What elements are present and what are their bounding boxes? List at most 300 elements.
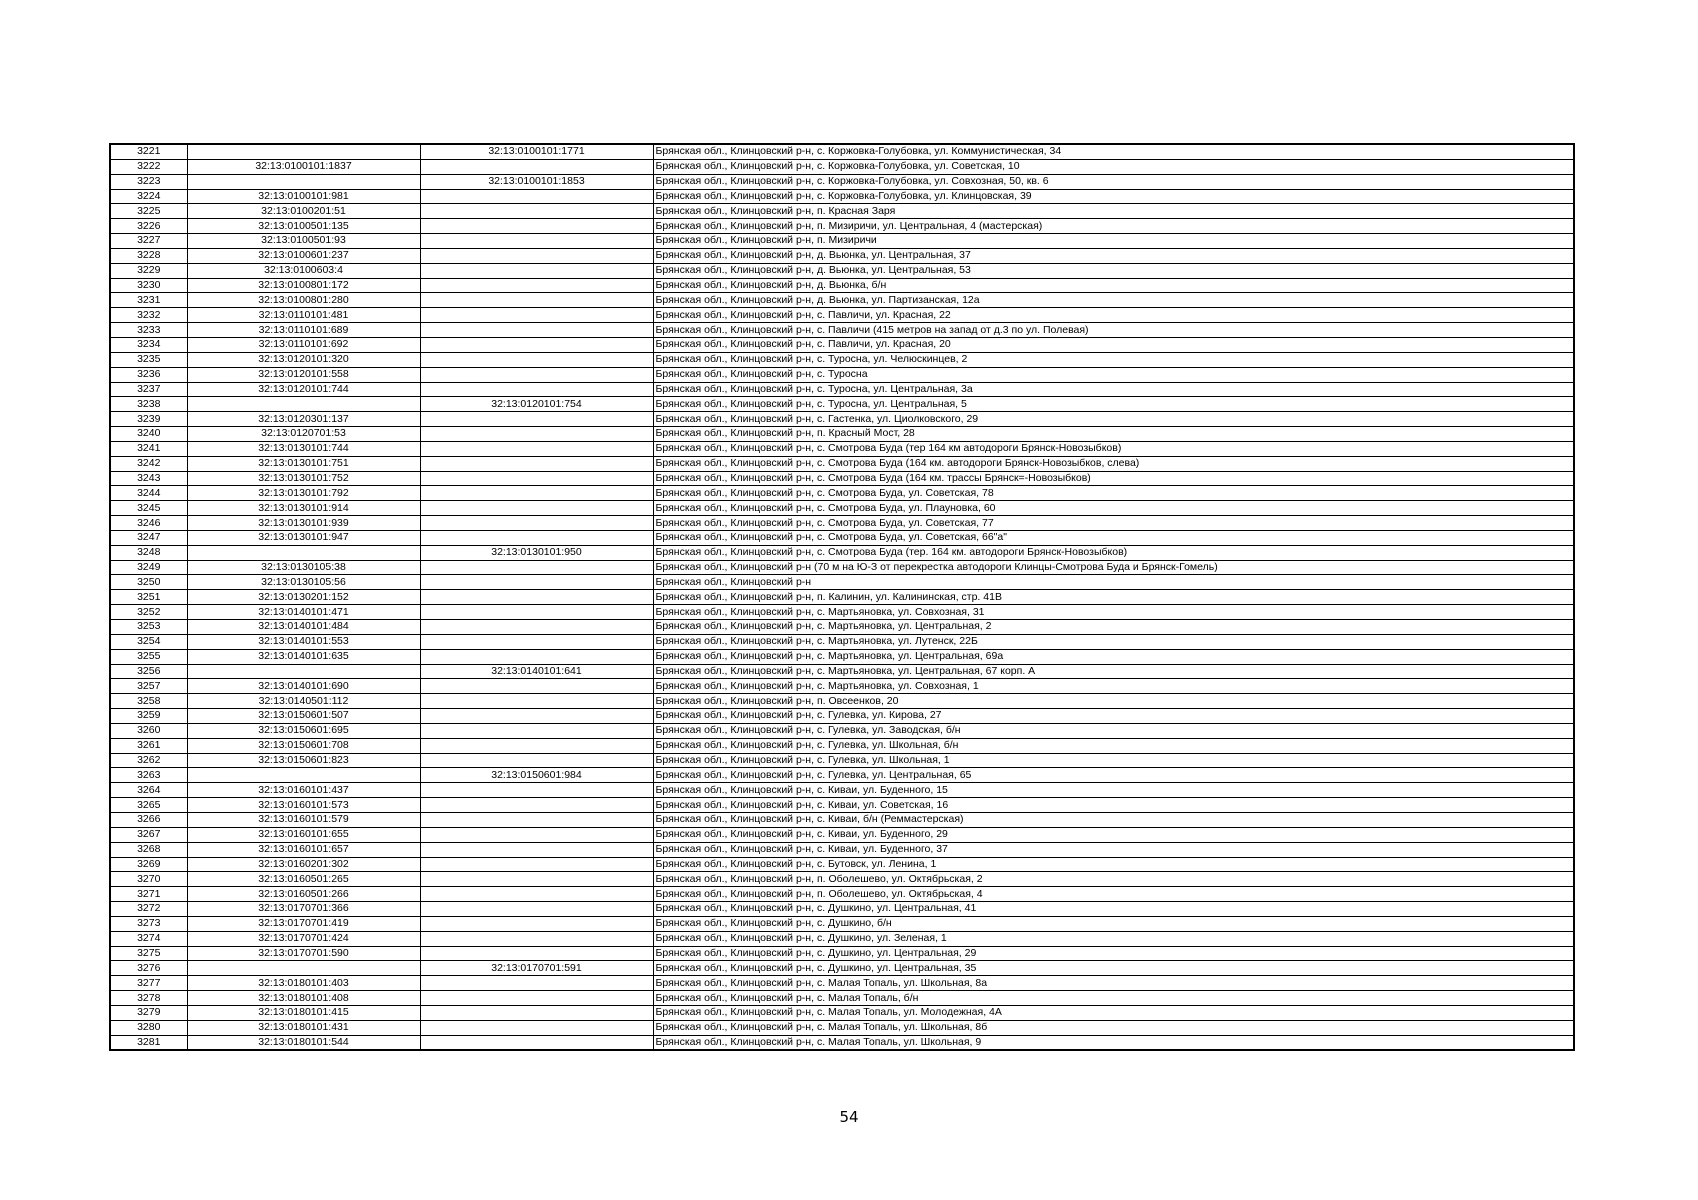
cadastral-number-cell: 32:13:0150601:823: [187, 753, 420, 768]
table-row: [110, 248, 1574, 263]
cadastral-number-alt-cell: [420, 219, 653, 234]
row-number-cell: 3222: [110, 159, 187, 174]
address-cell: Брянская обл., Клинцовский р-н (70 м на Ю-З от перекрестка автодороги Клинцы-Смотрова Буда и Брянск-Гомель): [653, 560, 1574, 575]
cadastral-number-alt-cell: [420, 723, 653, 738]
cadastral-number-cell: 32:13:0100801:172: [187, 278, 420, 293]
address-cell: Брянская обл., Клинцовский р-н, с. Душкино, ул. Центральная, 35: [653, 961, 1574, 976]
cadastral-number-cell: 32:13:0110101:689: [187, 323, 420, 338]
cadastral-number-alt-cell: [420, 709, 653, 724]
cadastral-number-cell: 32:13:0160501:266: [187, 887, 420, 902]
address-cell: Брянская обл., Клинцовский р-н, с. Киваи, ул. Буденного, 37: [653, 842, 1574, 857]
cadastral-number-alt-cell: [420, 649, 653, 664]
cadastral-number-alt-cell: 32:13:0140101:641: [420, 664, 653, 679]
cadastral-number-cell: [187, 961, 420, 976]
cadastral-number-alt-cell: [420, 248, 653, 263]
cadastral-number-alt-cell: [420, 1005, 653, 1020]
address-cell: Брянская обл., Клинцовский р-н, с. Душкино, ул. Центральная, 29: [653, 946, 1574, 961]
table-row: [110, 412, 1574, 427]
cadastral-number-alt-cell: 32:13:0170701:591: [420, 961, 653, 976]
table-row: [110, 1020, 1574, 1035]
cadastral-number-alt-cell: [420, 887, 653, 902]
table-row: [110, 857, 1574, 872]
address-cell: Брянская обл., Клинцовский р-н, с. Гулевка, ул. Школьная, 1: [653, 753, 1574, 768]
cadastral-number-cell: 32:13:0130101:792: [187, 486, 420, 501]
row-number-cell: 3242: [110, 456, 187, 471]
cadastral-number-alt-cell: [420, 560, 653, 575]
cadastral-number-alt-cell: [420, 842, 653, 857]
address-cell: Брянская обл., Клинцовский р-н, с. Мартьяновка, ул. Совхозная, 1: [653, 679, 1574, 694]
row-number-cell: 3243: [110, 471, 187, 486]
table-row: [110, 709, 1574, 724]
row-number-cell: 3273: [110, 916, 187, 931]
table-row: [110, 620, 1574, 635]
table-row: [110, 738, 1574, 753]
cadastral-number-cell: 32:13:0120101:744: [187, 382, 420, 397]
row-number-cell: 3230: [110, 278, 187, 293]
cadastral-number-cell: 32:13:0130101:947: [187, 530, 420, 545]
row-number-cell: 3271: [110, 887, 187, 902]
cadastral-number-cell: 32:13:0100501:135: [187, 219, 420, 234]
cadastral-number-alt-cell: [420, 783, 653, 798]
cadastral-number-alt-cell: [420, 1035, 653, 1050]
cadastral-number-alt-cell: [420, 679, 653, 694]
row-number-cell: 3270: [110, 872, 187, 887]
cadastral-number-cell: 32:13:0120101:320: [187, 352, 420, 367]
cadastral-number-alt-cell: [420, 427, 653, 442]
row-number-cell: 3233: [110, 323, 187, 338]
cadastral-number-alt-cell: [420, 931, 653, 946]
table-row: [110, 471, 1574, 486]
row-number-cell: 3241: [110, 441, 187, 456]
row-number-cell: 3226: [110, 219, 187, 234]
cadastral-number-cell: 32:13:0150601:695: [187, 723, 420, 738]
cadastral-number-cell: 32:13:0100801:280: [187, 293, 420, 308]
cadastral-number-alt-cell: [420, 1020, 653, 1035]
address-cell: Брянская обл., Клинцовский р-н, с. Мартьяновка, ул. Центральная, 67 корп. А: [653, 664, 1574, 679]
cadastral-number-cell: 32:13:0120301:137: [187, 412, 420, 427]
cadastral-number-cell: [187, 397, 420, 412]
cadastral-number-cell: 32:13:0160201:302: [187, 857, 420, 872]
cadastral-number-cell: 32:13:0180101:431: [187, 1020, 420, 1035]
address-cell: Брянская обл., Клинцовский р-н, с. Малая Топаль, б/н: [653, 991, 1574, 1006]
address-cell: Брянская обл., Клинцовский р-н, п. Оболешево, ул. Октябрьская, 2: [653, 872, 1574, 887]
cadastral-number-cell: 32:13:0110101:692: [187, 337, 420, 352]
row-number-cell: 3245: [110, 501, 187, 516]
table-row: [110, 605, 1574, 620]
cadastral-number-alt-cell: [420, 412, 653, 427]
table-row: [110, 144, 1574, 159]
row-number-cell: 3261: [110, 738, 187, 753]
cadastral-number-alt-cell: [420, 976, 653, 991]
table-row: [110, 1035, 1574, 1050]
cadastral-number-alt-cell: [420, 991, 653, 1006]
table-row: [110, 263, 1574, 278]
cadastral-number-alt-cell: [420, 827, 653, 842]
table-row: [110, 486, 1574, 501]
cadastral-number-alt-cell: [420, 946, 653, 961]
address-cell: Брянская обл., Клинцовский р-н, с. Гулевка, ул. Заводская, б/н: [653, 723, 1574, 738]
table-row: [110, 961, 1574, 976]
address-cell: Брянская обл., Клинцовский р-н, п. Овсеенков, 20: [653, 694, 1574, 709]
cadastral-number-alt-cell: [420, 441, 653, 456]
address-cell: Брянская обл., Клинцовский р-н, с. Киваи, ул. Буденного, 15: [653, 783, 1574, 798]
row-number-cell: 3253: [110, 620, 187, 635]
cadastral-number-cell: 32:13:0130105:38: [187, 560, 420, 575]
table-body: [110, 144, 1574, 1050]
row-number-cell: 3275: [110, 946, 187, 961]
address-cell: Брянская обл., Клинцовский р-н, с. Гастенка, ул. Циолковского, 29: [653, 412, 1574, 427]
table-row: [110, 575, 1574, 590]
cadastral-number-cell: 32:13:0130201:152: [187, 590, 420, 605]
address-cell: Брянская обл., Клинцовский р-н, с. Туросна: [653, 367, 1574, 382]
table-row: [110, 337, 1574, 352]
cadastral-number-alt-cell: [420, 501, 653, 516]
row-number-cell: 3265: [110, 798, 187, 813]
row-number-cell: 3231: [110, 293, 187, 308]
cadastral-number-alt-cell: 32:13:0100101:1771: [420, 144, 653, 159]
table-row: [110, 278, 1574, 293]
row-number-cell: 3223: [110, 174, 187, 189]
table-row: [110, 234, 1574, 249]
address-cell: Брянская обл., Клинцовский р-н, с. Киваи, ул. Советская, 16: [653, 798, 1574, 813]
cadastral-number-cell: 32:13:0160101:657: [187, 842, 420, 857]
cadastral-number-alt-cell: [420, 337, 653, 352]
cadastral-number-alt-cell: [420, 812, 653, 827]
table-row: [110, 916, 1574, 931]
table-row: [110, 174, 1574, 189]
address-cell: Брянская обл., Клинцовский р-н, с. Душкино, ул. Центральная, 41: [653, 902, 1574, 917]
cadastral-number-alt-cell: [420, 590, 653, 605]
table-row: [110, 367, 1574, 382]
address-cell: Брянская обл., Клинцовский р-н, с. Мартьяновка, ул. Центральная, 69а: [653, 649, 1574, 664]
address-cell: Брянская обл., Клинцовский р-н, с. Гулевка, ул. Центральная, 65: [653, 768, 1574, 783]
address-cell: Брянская обл., Клинцовский р-н, д. Вьюнка, б/н: [653, 278, 1574, 293]
row-number-cell: 3244: [110, 486, 187, 501]
address-cell: Брянская обл., Клинцовский р-н, п. Оболешево, ул. Октябрьская, 4: [653, 887, 1574, 902]
cadastral-number-cell: 32:13:0170701:424: [187, 931, 420, 946]
property-register-table: [109, 143, 1575, 1051]
table-row: [110, 872, 1574, 887]
table-row: [110, 530, 1574, 545]
address-cell: Брянская обл., Клинцовский р-н, с. Мартьяновка, ул. Лутенск, 22Б: [653, 634, 1574, 649]
row-number-cell: 3262: [110, 753, 187, 768]
cadastral-number-alt-cell: [420, 916, 653, 931]
row-number-cell: 3248: [110, 545, 187, 560]
table-row: [110, 545, 1574, 560]
cadastral-number-cell: 32:13:0100201:51: [187, 204, 420, 219]
address-cell: Брянская обл., Клинцовский р-н, с. Смотрова Буда, ул. Советская, 78: [653, 486, 1574, 501]
cadastral-number-alt-cell: 32:13:0150601:984: [420, 768, 653, 783]
cadastral-number-alt-cell: 32:13:0130101:950: [420, 545, 653, 560]
cadastral-number-alt-cell: [420, 738, 653, 753]
cadastral-number-cell: 32:13:0140101:484: [187, 620, 420, 635]
cadastral-number-cell: 32:13:0150601:507: [187, 709, 420, 724]
address-cell: Брянская обл., Клинцовский р-н, с. Малая Топаль, ул. Школьная, 8а: [653, 976, 1574, 991]
cadastral-number-cell: 32:13:0180101:403: [187, 976, 420, 991]
cadastral-number-cell: 32:13:0160101:655: [187, 827, 420, 842]
cadastral-number-cell: 32:13:0100601:237: [187, 248, 420, 263]
address-cell: Брянская обл., Клинцовский р-н, с. Смотрова Буда (тер. 164 км. автодороги Брянск-Новозыбков): [653, 545, 1574, 560]
cadastral-number-alt-cell: [420, 189, 653, 204]
address-cell: Брянская обл., Клинцовский р-н, с. Гулевка, ул. Кирова, 27: [653, 709, 1574, 724]
row-number-cell: 3258: [110, 694, 187, 709]
table-row: [110, 946, 1574, 961]
table-row: [110, 679, 1574, 694]
cadastral-number-alt-cell: [420, 382, 653, 397]
cadastral-number-cell: 32:13:0100101:1837: [187, 159, 420, 174]
row-number-cell: 3274: [110, 931, 187, 946]
row-number-cell: 3221: [110, 144, 187, 159]
cadastral-number-cell: 32:13:0120701:53: [187, 427, 420, 442]
cadastral-number-alt-cell: [420, 872, 653, 887]
cadastral-number-cell: 32:13:0140101:553: [187, 634, 420, 649]
address-cell: Брянская обл., Клинцовский р-н, п. Красный Мост, 28: [653, 427, 1574, 442]
cadastral-number-cell: 32:13:0180101:408: [187, 991, 420, 1006]
table-row: [110, 753, 1574, 768]
address-cell: Брянская обл., Клинцовский р-н, с. Коржовка-Голубовка, ул. Клинцовская, 39: [653, 189, 1574, 204]
table-row: [110, 887, 1574, 902]
address-cell: Брянская обл., Клинцовский р-н, с. Смотрова Буда (164 км. автодороги Брянск-Новозыбков, слева): [653, 456, 1574, 471]
address-cell: Брянская обл., Клинцовский р-н, с. Коржовка-Голубовка, ул. Советская, 10: [653, 159, 1574, 174]
address-cell: Брянская обл., Клинцовский р-н, с. Смотрова Буда, ул. Советская, 77: [653, 516, 1574, 531]
row-number-cell: 3246: [110, 516, 187, 531]
row-number-cell: 3263: [110, 768, 187, 783]
cadastral-number-cell: 32:13:0170701:366: [187, 902, 420, 917]
row-number-cell: 3224: [110, 189, 187, 204]
address-cell: Брянская обл., Клинцовский р-н, с. Гулевка, ул. Школьная, б/н: [653, 738, 1574, 753]
cadastral-number-cell: 32:13:0180101:415: [187, 1005, 420, 1020]
address-cell: Брянская обл., Клинцовский р-н, с. Смотрова Буда (164 км. трассы Брянск=-Новозыбков): [653, 471, 1574, 486]
table-row: [110, 812, 1574, 827]
row-number-cell: 3279: [110, 1005, 187, 1020]
cadastral-number-alt-cell: [420, 308, 653, 323]
cadastral-number-alt-cell: 32:13:0100101:1853: [420, 174, 653, 189]
table-row: [110, 352, 1574, 367]
address-cell: Брянская обл., Клинцовский р-н: [653, 575, 1574, 590]
address-cell: Брянская обл., Клинцовский р-н, с. Смотрова Буда, ул. Советская, 66"а": [653, 530, 1574, 545]
address-cell: Брянская обл., Клинцовский р-н, с. Коржовка-Голубовка, ул. Коммунистическая, 34: [653, 144, 1574, 159]
table-row: [110, 649, 1574, 664]
cadastral-number-alt-cell: [420, 159, 653, 174]
row-number-cell: 3267: [110, 827, 187, 842]
cadastral-number-alt-cell: 32:13:0120101:754: [420, 397, 653, 412]
cadastral-number-cell: 32:13:0180101:544: [187, 1035, 420, 1050]
row-number-cell: 3257: [110, 679, 187, 694]
cadastral-number-cell: 32:13:0140101:690: [187, 679, 420, 694]
row-number-cell: 3236: [110, 367, 187, 382]
row-number-cell: 3276: [110, 961, 187, 976]
row-number-cell: 3225: [110, 204, 187, 219]
row-number-cell: 3264: [110, 783, 187, 798]
row-number-cell: 3272: [110, 902, 187, 917]
cadastral-number-alt-cell: [420, 575, 653, 590]
cadastral-number-cell: [187, 664, 420, 679]
cadastral-number-cell: 32:13:0130105:56: [187, 575, 420, 590]
cadastral-number-cell: [187, 768, 420, 783]
row-number-cell: 3277: [110, 976, 187, 991]
cadastral-number-alt-cell: [420, 456, 653, 471]
address-cell: Брянская обл., Клинцовский р-н, с. Киваи, ул. Буденного, 29: [653, 827, 1574, 842]
cadastral-number-cell: [187, 174, 420, 189]
cadastral-number-cell: 32:13:0120101:558: [187, 367, 420, 382]
row-number-cell: 3252: [110, 605, 187, 620]
row-number-cell: 3228: [110, 248, 187, 263]
cadastral-number-cell: 32:13:0130101:752: [187, 471, 420, 486]
address-cell: Брянская обл., Клинцовский р-н, п. Красная Заря: [653, 204, 1574, 219]
cadastral-number-cell: 32:13:0110101:481: [187, 308, 420, 323]
row-number-cell: 3229: [110, 263, 187, 278]
address-cell: Брянская обл., Клинцовский р-н, с. Павличи (415 метров на запад от д.3 по ул. Полевая): [653, 323, 1574, 338]
address-cell: Брянская обл., Клинцовский р-н, с. Мартьяновка, ул. Центральная, 2: [653, 620, 1574, 635]
row-number-cell: 3280: [110, 1020, 187, 1035]
row-number-cell: 3237: [110, 382, 187, 397]
address-cell: Брянская обл., Клинцовский р-н, с. Коржовка-Голубовка, ул. Совхозная, 50, кв. 6: [653, 174, 1574, 189]
row-number-cell: 3249: [110, 560, 187, 575]
address-cell: Брянская обл., Клинцовский р-н, с. Павличи, ул. Красная, 20: [653, 337, 1574, 352]
cadastral-number-cell: 32:13:0170701:590: [187, 946, 420, 961]
table-row: [110, 723, 1574, 738]
table-row: [110, 560, 1574, 575]
address-cell: Брянская обл., Клинцовский р-н, д. Вьюнка, ул. Партизанская, 12а: [653, 293, 1574, 308]
row-number-cell: 3247: [110, 530, 187, 545]
cadastral-number-alt-cell: [420, 367, 653, 382]
table-row: [110, 768, 1574, 783]
cadastral-number-cell: 32:13:0140101:471: [187, 605, 420, 620]
address-cell: Брянская обл., Клинцовский р-н, с. Малая Топаль, ул. Школьная, 8б: [653, 1020, 1574, 1035]
cadastral-number-cell: 32:13:0130101:751: [187, 456, 420, 471]
cadastral-number-alt-cell: [420, 486, 653, 501]
cadastral-number-cell: [187, 144, 420, 159]
cadastral-number-cell: 32:13:0100101:981: [187, 189, 420, 204]
address-cell: Брянская обл., Клинцовский р-н, п. Мизиричи: [653, 234, 1574, 249]
cadastral-number-cell: 32:13:0130101:939: [187, 516, 420, 531]
cadastral-number-alt-cell: [420, 293, 653, 308]
table-row: [110, 976, 1574, 991]
cadastral-number-alt-cell: [420, 857, 653, 872]
cadastral-number-alt-cell: [420, 753, 653, 768]
page-number: 54: [839, 1108, 859, 1126]
cadastral-number-alt-cell: [420, 323, 653, 338]
table-row: [110, 441, 1574, 456]
cadastral-number-cell: 32:13:0100501:93: [187, 234, 420, 249]
row-number-cell: 3232: [110, 308, 187, 323]
row-number-cell: 3239: [110, 412, 187, 427]
cadastral-number-cell: [187, 545, 420, 560]
row-number-cell: 3260: [110, 723, 187, 738]
row-number-cell: 3278: [110, 991, 187, 1006]
cadastral-number-alt-cell: [420, 234, 653, 249]
cadastral-number-cell: 32:13:0140501:112: [187, 694, 420, 709]
table-row: [110, 501, 1574, 516]
table-row: [110, 516, 1574, 531]
row-number-cell: 3240: [110, 427, 187, 442]
row-number-cell: 3281: [110, 1035, 187, 1050]
cadastral-number-alt-cell: [420, 278, 653, 293]
cadastral-number-cell: 32:13:0160101:437: [187, 783, 420, 798]
table-row: [110, 397, 1574, 412]
row-number-cell: 3234: [110, 337, 187, 352]
table-row: [110, 664, 1574, 679]
table-row: [110, 189, 1574, 204]
address-cell: Брянская обл., Клинцовский р-н, с. Смотрова Буда, ул. Плауновка, 60: [653, 501, 1574, 516]
address-cell: Брянская обл., Клинцовский р-н, д. Вьюнка, ул. Центральная, 37: [653, 248, 1574, 263]
address-cell: Брянская обл., Клинцовский р-н, с. Туросна, ул. Центральная, 3а: [653, 382, 1574, 397]
cadastral-number-cell: 32:13:0160501:265: [187, 872, 420, 887]
table-row: [110, 219, 1574, 234]
cadastral-number-cell: 32:13:0100603:4: [187, 263, 420, 278]
table-row: [110, 382, 1574, 397]
address-cell: Брянская обл., Клинцовский р-н, с. Бутовск, ул. Ленина, 1: [653, 857, 1574, 872]
row-number-cell: 3235: [110, 352, 187, 367]
cadastral-number-cell: 32:13:0160101:579: [187, 812, 420, 827]
cadastral-number-alt-cell: [420, 605, 653, 620]
address-cell: Брянская обл., Клинцовский р-н, с. Туросна, ул. Центральная, 5: [653, 397, 1574, 412]
row-number-cell: 3250: [110, 575, 187, 590]
cadastral-number-cell: 32:13:0130101:744: [187, 441, 420, 456]
table-row: [110, 323, 1574, 338]
table-row: [110, 427, 1574, 442]
address-cell: Брянская обл., Клинцовский р-н, с. Смотрова Буда (тер 164 км автодороги Брянск-Новозыбков): [653, 441, 1574, 456]
table-row: [110, 842, 1574, 857]
table-row: [110, 694, 1574, 709]
cadastral-number-alt-cell: [420, 263, 653, 278]
table-row: [110, 931, 1574, 946]
table-row: [110, 902, 1574, 917]
cadastral-number-cell: 32:13:0140101:635: [187, 649, 420, 664]
cadastral-number-alt-cell: [420, 471, 653, 486]
table-row: [110, 1005, 1574, 1020]
cadastral-number-alt-cell: [420, 694, 653, 709]
row-number-cell: 3266: [110, 812, 187, 827]
row-number-cell: 3251: [110, 590, 187, 605]
table-row: [110, 293, 1574, 308]
cadastral-number-alt-cell: [420, 798, 653, 813]
table-row: [110, 827, 1574, 842]
table-row: [110, 783, 1574, 798]
address-cell: Брянская обл., Клинцовский р-н, с. Душкино, ул. Зеленая, 1: [653, 931, 1574, 946]
address-cell: Брянская обл., Клинцовский р-н, с. Павличи, ул. Красная, 22: [653, 308, 1574, 323]
table-row: [110, 634, 1574, 649]
row-number-cell: 3255: [110, 649, 187, 664]
row-number-cell: 3238: [110, 397, 187, 412]
table-row: [110, 590, 1574, 605]
row-number-cell: 3227: [110, 234, 187, 249]
cadastral-number-alt-cell: [420, 352, 653, 367]
row-number-cell: 3268: [110, 842, 187, 857]
cadastral-number-alt-cell: [420, 204, 653, 219]
cadastral-number-cell: 32:13:0160101:573: [187, 798, 420, 813]
row-number-cell: 3269: [110, 857, 187, 872]
address-cell: Брянская обл., Клинцовский р-н, д. Вьюнка, ул. Центральная, 53: [653, 263, 1574, 278]
row-number-cell: 3256: [110, 664, 187, 679]
table-row: [110, 159, 1574, 174]
table-row: [110, 308, 1574, 323]
cadastral-number-cell: 32:13:0150601:708: [187, 738, 420, 753]
cadastral-number-alt-cell: [420, 902, 653, 917]
table-row: [110, 991, 1574, 1006]
table-row: [110, 798, 1574, 813]
address-cell: Брянская обл., Клинцовский р-н, п. Калинин, ул. Калининская, стр. 41В: [653, 590, 1574, 605]
address-cell: Брянская обл., Клинцовский р-н, с. Туросна, ул. Челюскинцев, 2: [653, 352, 1574, 367]
cadastral-number-alt-cell: [420, 634, 653, 649]
row-number-cell: 3254: [110, 634, 187, 649]
address-cell: Брянская обл., Клинцовский р-н, с. Душкино, б/н: [653, 916, 1574, 931]
cadastral-number-cell: 32:13:0170701:419: [187, 916, 420, 931]
cadastral-number-alt-cell: [420, 530, 653, 545]
cadastral-number-alt-cell: [420, 516, 653, 531]
address-cell: Брянская обл., Клинцовский р-н, с. Мартьяновка, ул. Совхозная, 31: [653, 605, 1574, 620]
cadastral-number-alt-cell: [420, 620, 653, 635]
